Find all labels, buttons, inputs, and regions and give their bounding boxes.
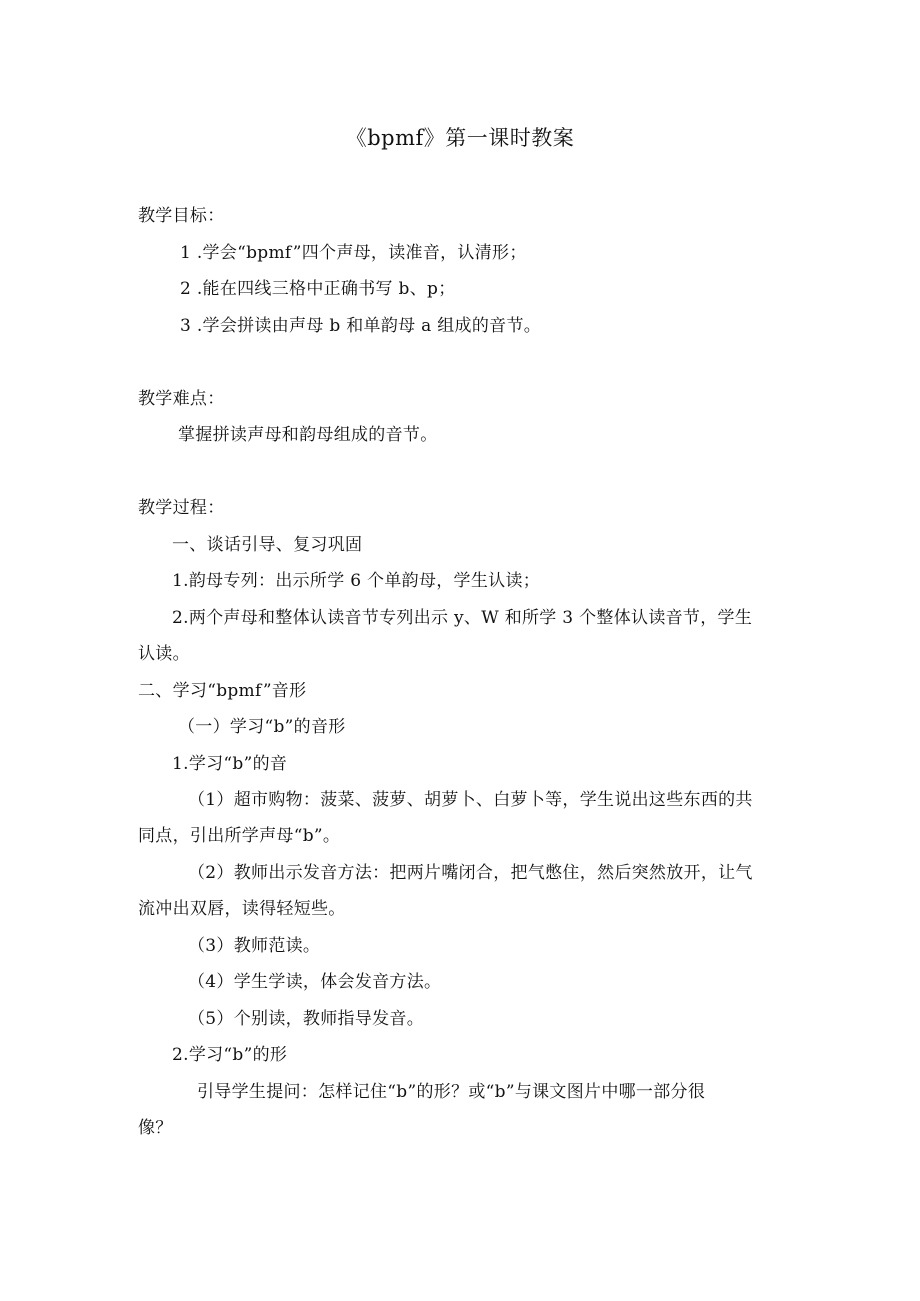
difficulty-text: 掌握拼读声母和韵母组成的音节。 xyxy=(178,425,438,445)
goal-item-3: 3 .学会拼读由声母 b 和单韵母 a 组成的音节。 xyxy=(180,316,542,336)
goal-item-2: 2 .能在四线三格中正确书写 b、p； xyxy=(180,279,456,299)
process-line: （5）个别读，教师指导发音。 xyxy=(188,1009,425,1029)
difficulty-heading: 教学难点： xyxy=(138,389,225,409)
process-line: 像？ xyxy=(138,1118,173,1138)
process-line: 同点，引出所学声母“b”。 xyxy=(138,826,341,846)
process-line: （1）超市购物：菠菜、菠萝、胡萝卜、白萝卜等，学生说出这些东西的共 xyxy=(188,790,753,810)
process-line: （2）教师出示发音方法：把两片嘴闭合，把气憋住，然后突然放开，让气 xyxy=(188,863,753,883)
process-line: 2.两个声母和整体认读音节专列出示 y、W 和所学 3 个整体认读音节，学生 xyxy=(172,608,753,628)
process-line: 二、学习“bpmf”音形 xyxy=(138,681,307,701)
process-line: 2.学习“b”的形 xyxy=(172,1045,288,1065)
process-line: 引导学生提问：怎样记住“b”的形？或“b”与课文图片中哪一部分很 xyxy=(197,1082,706,1102)
process-heading: 教学过程： xyxy=(138,498,225,518)
goal-item-1: 1 .学会“bpmf”四个声母，读准音，认清形； xyxy=(180,243,527,263)
process-line: （一）学习“b”的音形 xyxy=(178,717,346,737)
process-line: 1.学习“b”的音 xyxy=(172,754,288,774)
process-line: （3）教师范读。 xyxy=(188,936,321,956)
process-line: 认读。 xyxy=(138,644,190,664)
process-line: 流冲出双唇，读得轻短些。 xyxy=(138,899,346,919)
goals-heading: 教学目标： xyxy=(138,206,225,226)
document-title: 《bpmf》第一课时教案 xyxy=(345,126,575,150)
process-line: 一、谈话引导、复习巩固 xyxy=(172,535,363,555)
process-line: 1.韵母专列：出示所学 6 个单韵母，学生认读； xyxy=(172,571,541,591)
process-line: （4）学生学读，体会发音方法。 xyxy=(188,972,442,992)
